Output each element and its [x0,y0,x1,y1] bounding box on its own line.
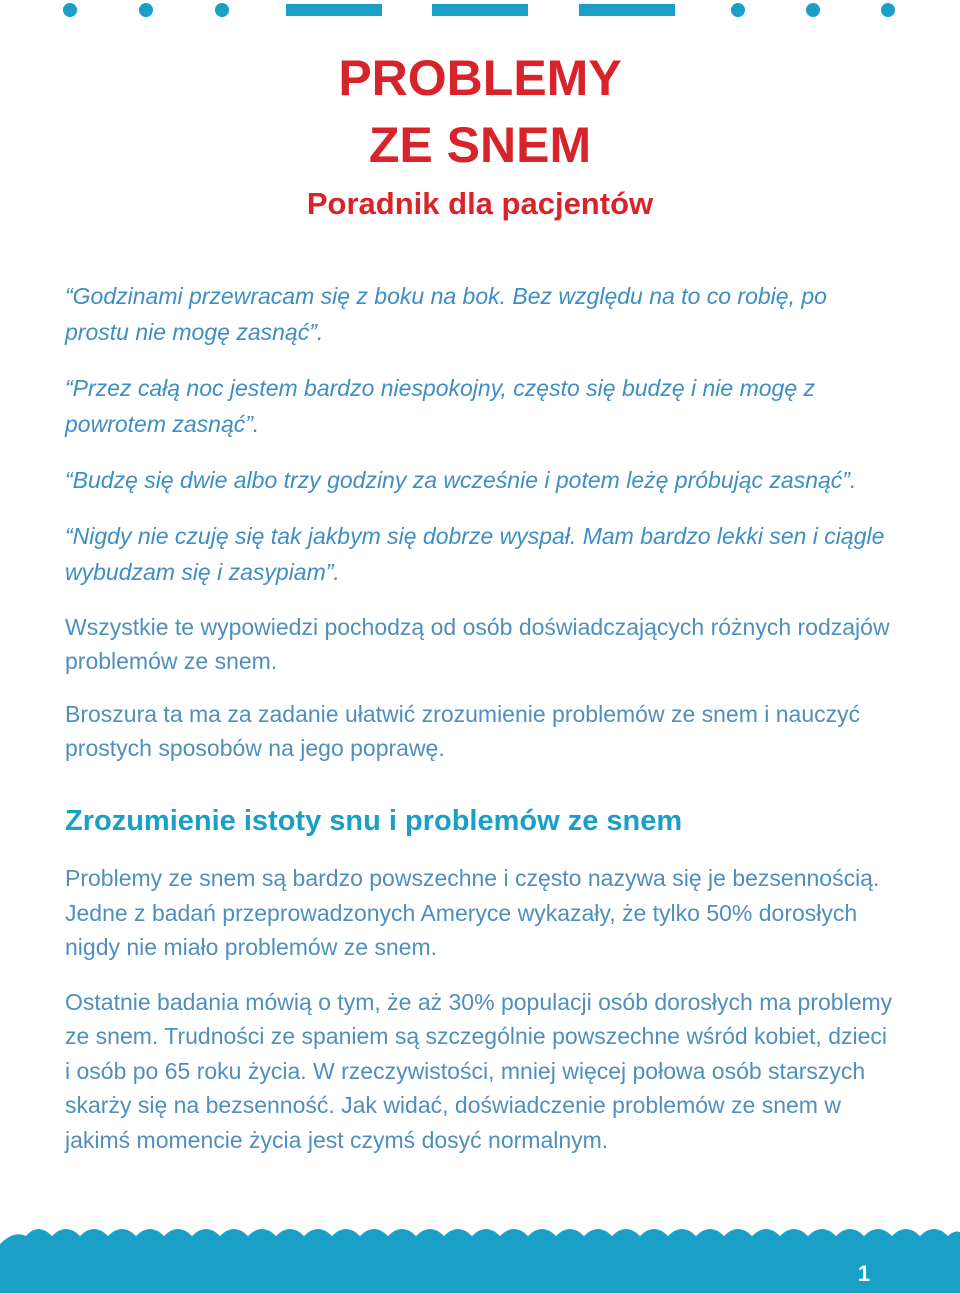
bottom-wave-decoration [0,1222,960,1293]
patient-quote: “Nigdy nie czuję się tak jakbym się dobrze wyspał. Mam bardzo lekki sen i ciągle wybudzam się i zasypiam”. [65,523,885,585]
page-title-line-1: PROBLEMY [338,50,622,106]
patient-quote: “Budzę się dwie albo trzy godziny za wcześnie i potem leżę próbując zasnąć”. [65,467,857,493]
page-subtitle: Poradnik dla pacjentów [306,186,654,221]
page-number: 1 [857,1261,871,1286]
intro-paragraph: Broszura ta ma za zadanie ułatwić zrozumienie problemów ze snem i nauczyć prostych sposobów na jego poprawę. [65,701,861,761]
section-paragraph: Ostatnie badania mówią o tym, że aż 30% populacji osób dorosłych ma problemy ze snem. Trudności ze spaniem są szczególnie powszechne wśród kobiet, dzieci i osób po 65 roku życia. W rzeczywistości, mniej więcej połowa osób starszych skarży się na bezsenność. Jak widać, doświadczenie problemów ze snem w jakimś momencie życia jest czymś dosyć normalnym. [65,988,893,1153]
patient-quote: “Godzinami przewracam się z boku na bok. Bez względu na to co robię, po prostu nie mogę zasnąć”. [65,283,827,345]
section-heading: Zrozumienie istoty snu i problemów ze snem [65,805,683,837]
intro-paragraph: Wszystkie te wypowiedzi pochodzą od osób doświadczających różnych rodzajów problemów ze snem. [65,614,890,674]
main-content [65,278,895,1177]
patient-quote: “Przez całą noc jestem bardzo niespokojny, często się budzę i nie mogę z powrotem zasnąć”. [65,375,816,437]
section-paragraph: Problemy ze snem są bardzo powszechne i często nazywa się je bezsennością. Jedne z badań przeprowadzonych Ameryce wykazały, że tylko 50% dorosłych nigdy nie miało problemów ze snem. [65,865,880,960]
page-title-line-2: ZE SNEM [368,117,592,173]
top-decorative-border [0,0,960,24]
